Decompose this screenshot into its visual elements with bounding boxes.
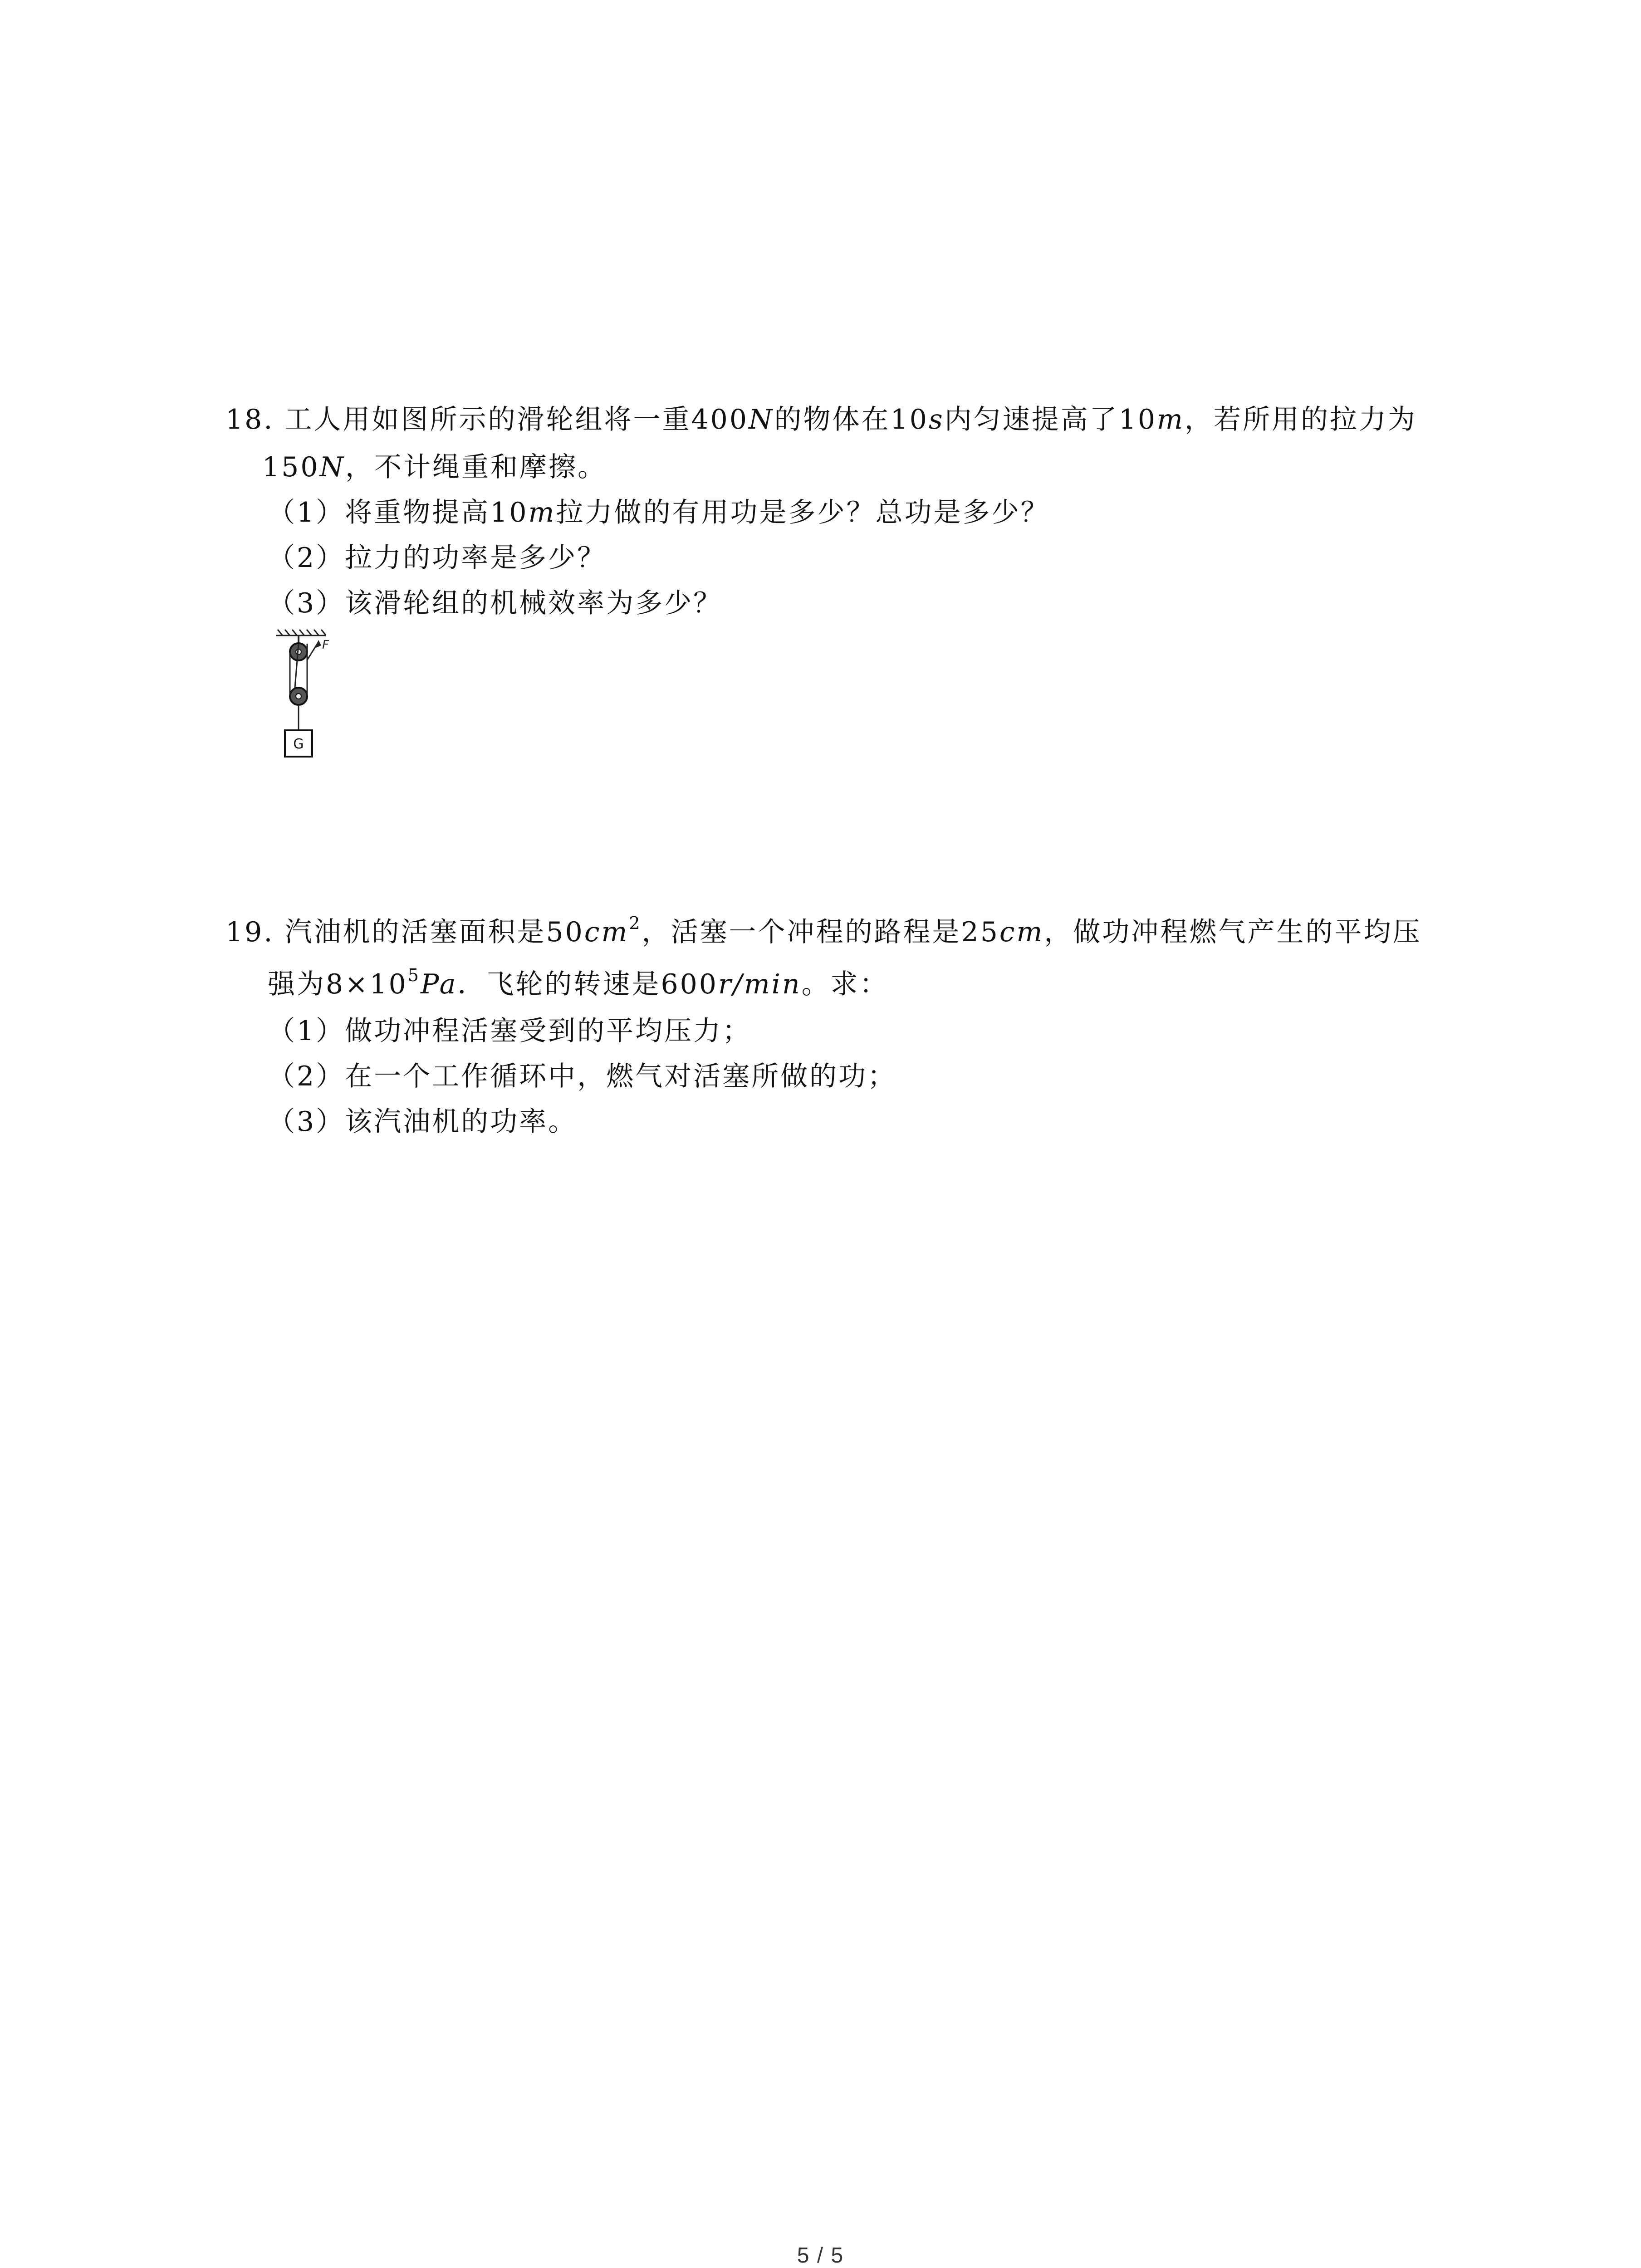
- force-label: F: [322, 638, 329, 652]
- problem-19-question-3: （3）该汽油机的功率。: [268, 1106, 578, 1138]
- problem-18-question-2: （2）拉力的功率是多少？: [268, 542, 607, 574]
- problem-19-line-2: 强为$8\times 10^5Pa$．飞轮的转速是600r/min。求：: [268, 965, 889, 1000]
- problem-number: 18.: [225, 404, 274, 435]
- ceiling-hatch: [276, 630, 326, 635]
- weight-label: G: [293, 736, 304, 752]
- problem-19-question-2: （2）在一个工作循环中，燃气对活塞所做的功；: [268, 1061, 897, 1092]
- page-number: 5 / 5: [797, 2244, 844, 2268]
- force-arrow-icon: [315, 640, 321, 648]
- problem-19-question-1: （1）做功冲程活塞受到的平均压力；: [268, 1015, 752, 1047]
- pulley-figure: [271, 628, 348, 772]
- problem-19-line-1: 19. 汽油机的活塞面积是$50cm^2$，活塞一个冲程的路程是25cm，做功冲程燃气产生的平均压: [225, 913, 1422, 948]
- problem-number: 19.: [225, 916, 274, 948]
- problem-18-question-3: （3）该滑轮组的机械效率为多少？: [268, 587, 723, 619]
- problem-18-line-2: 150N，不计绳重和摩擦。: [262, 451, 607, 483]
- problem-18-question-1: （1）将重物提高10m拉力做的有用功是多少？总功是多少？: [268, 497, 1050, 528]
- problem-18-line-1: 18. 工人用如图所示的滑轮组将一重400N的物体在10s内匀速提高了10m，若所用的拉力为: [225, 404, 1417, 435]
